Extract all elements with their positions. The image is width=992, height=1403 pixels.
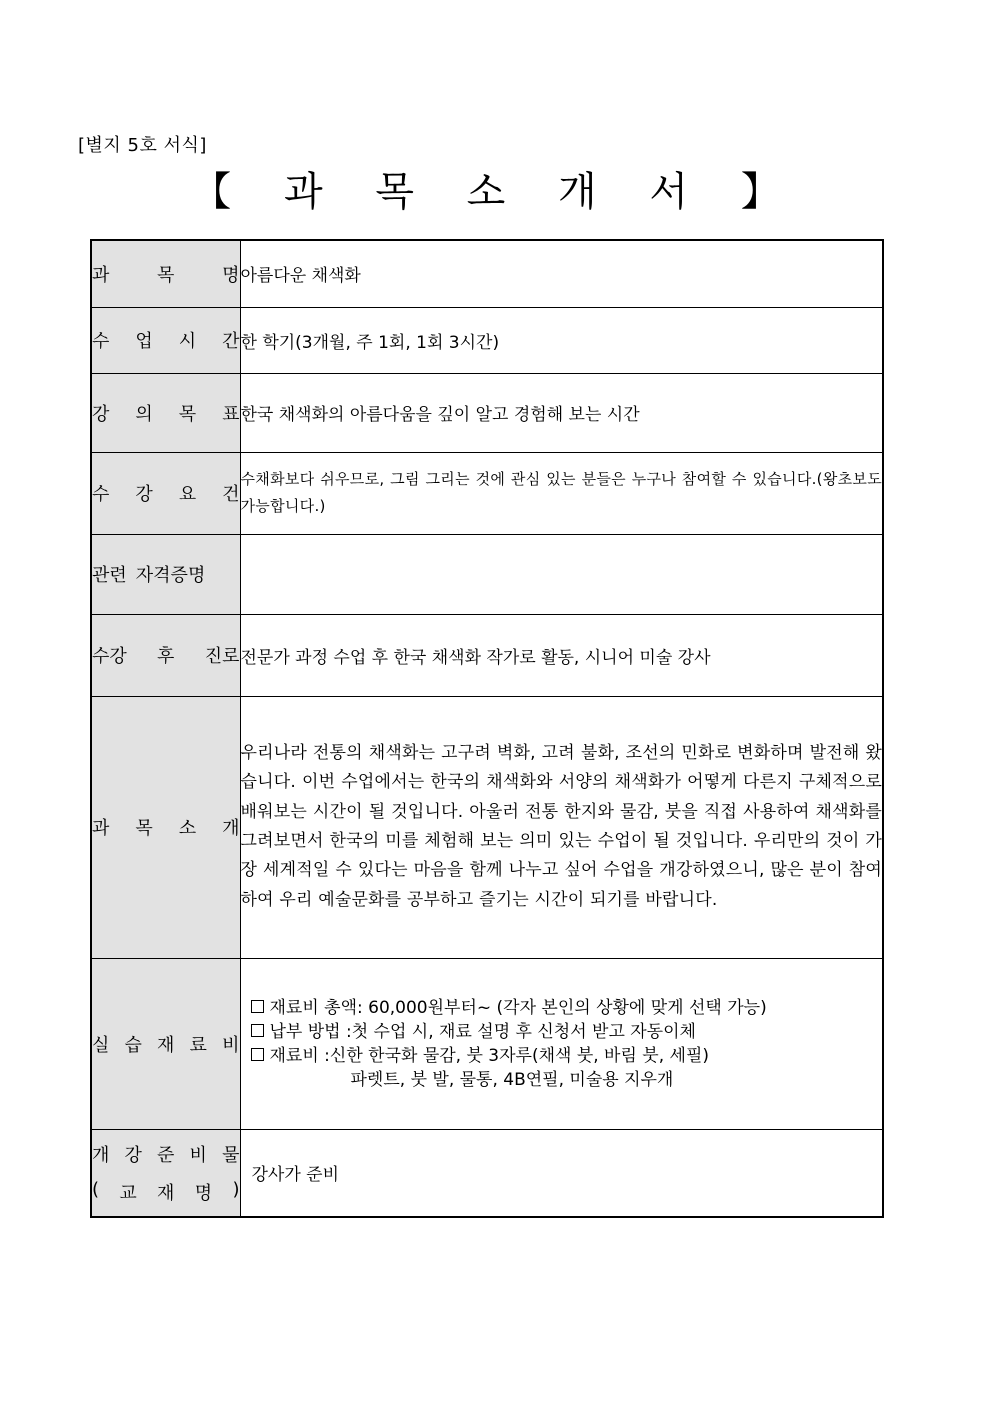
label-char: 재 xyxy=(157,1182,175,1204)
label-supplies xyxy=(91,958,240,1129)
value-requirements xyxy=(240,452,883,534)
label-char: 목 xyxy=(157,264,175,286)
value-certification xyxy=(240,534,883,614)
label-objective xyxy=(91,373,240,452)
document-title: 【 과 목 소 개 서 】 xyxy=(191,169,801,215)
label-char: 업 xyxy=(135,331,153,352)
supplies-line-text: 납부 방법 :첫 수업 시, 재료 설명 후 신청서 받고 자동이체 xyxy=(269,1021,696,1042)
label-char: 료 xyxy=(189,1034,207,1056)
label-char: 과 xyxy=(92,264,110,286)
label-char: 개 xyxy=(92,1144,110,1166)
introduction-text: 우리나라 전통의 채색화는 고구려 벽화, 고려 불화, 조선의 민화로 변화하며 발전해 왔습니다. 이번 수업에서는 한국의 채색화와 서양의 채색화가 어떻게 다른지 구체적으로 배워보는 시간이 될 것입니다. 아울러 전통 한지와 물감, 붓을 직접 사용하여 채색화를 그려보면서 한국의 미를 체험해 보는 의미 있는 수업이 될 것입니다. 우리만의 것이 가장 세계적일 수 있다는 마음을 함께 나누고 싶어 수업을 개강하였으니, 많은 분이 참여하여 우리 예술문화를 공부하고 즐기는 시간이 되기를 바랍니다. xyxy=(240,743,882,910)
row-course-name xyxy=(91,240,883,307)
label-char: 건 xyxy=(222,484,240,505)
label-career xyxy=(91,614,240,696)
supplies-line-text: 재료비 총액: 60,000원부터~ (각자 본인의 상황에 맞게 선택 가능) xyxy=(269,997,767,1018)
label-char: 표 xyxy=(222,403,240,425)
value-class-time: 한 학기(3개월, 주 1회, 1회 3시간) xyxy=(240,307,883,373)
label-char: 비 xyxy=(189,1144,207,1166)
label-char: 물 xyxy=(222,1144,240,1166)
row-objective xyxy=(91,373,883,452)
label-char: 목 xyxy=(135,818,153,839)
value-supplies xyxy=(240,958,883,1129)
label-char: 요 xyxy=(178,484,197,505)
label-char: 습 xyxy=(124,1034,142,1056)
course-introduction-table xyxy=(90,239,884,1218)
label-word: 수강 xyxy=(92,646,127,667)
label-char: 강 xyxy=(92,403,110,425)
value-introduction xyxy=(240,696,883,958)
row-certification xyxy=(91,534,883,614)
value-materials: 강사가 준비 xyxy=(240,1129,883,1217)
label-char: 의 xyxy=(135,403,153,425)
label-char: 개 xyxy=(222,818,240,839)
label-char: 준 xyxy=(157,1144,175,1166)
label-char: 수 xyxy=(92,331,110,352)
label-char: 시 xyxy=(178,331,197,352)
checkbox-icon xyxy=(251,1000,264,1013)
row-career xyxy=(91,614,883,696)
supplies-line-continued: 파렛트, 붓 발, 물통, 4B연필, 미술용 지우개 xyxy=(350,1069,674,1090)
label-char: 목 xyxy=(178,403,197,425)
requirements-text: 수채화보다 쉬우므로, 그림 그리는 것에 관심 있는 분들은 누구나 참여할 수 있습니다.(왕초보도 가능합니다.) xyxy=(240,470,882,515)
label-introduction xyxy=(91,696,240,958)
label-char: 소 xyxy=(178,818,197,839)
label-char: 강 xyxy=(124,1144,142,1166)
supplies-list xyxy=(241,996,883,1092)
label-word: 진로 xyxy=(204,646,240,667)
label-char: 간 xyxy=(222,331,240,352)
label-char: 비 xyxy=(222,1034,240,1056)
label-char: ) xyxy=(232,1178,240,1200)
label-char: 교 xyxy=(119,1182,137,1204)
supplies-line xyxy=(249,1044,883,1068)
label-char: 재 xyxy=(157,1034,175,1056)
label-course-name xyxy=(91,240,240,307)
row-materials xyxy=(91,1129,883,1217)
value-objective: 한국 채색화의 아름다움을 깊이 알고 경험해 보는 시간 xyxy=(240,373,883,452)
value-course-name: 아름다운 채색화 xyxy=(240,240,883,307)
label-certification xyxy=(91,534,240,614)
label-char: 명 xyxy=(222,264,240,286)
supplies-line-text: 재료비 :신한 한국화 물감, 붓 3자루(채색 붓, 바림 붓, 세필) xyxy=(269,1045,710,1066)
label-materials xyxy=(91,1129,240,1217)
label-class-time xyxy=(91,307,240,373)
row-class-time xyxy=(91,307,883,373)
row-requirements xyxy=(91,452,883,534)
label-char: ( xyxy=(92,1178,100,1200)
label-word: 자격증명 xyxy=(135,565,206,586)
value-career: 전문가 과정 수업 후 한국 채색화 작가로 활동, 시니어 미술 강사 xyxy=(240,614,883,696)
label-char: 강 xyxy=(135,484,153,505)
label-requirements xyxy=(91,452,240,534)
row-supplies xyxy=(91,958,883,1129)
label-char: 실 xyxy=(92,1034,110,1056)
label-char: 과 xyxy=(92,818,110,839)
label-char: 수 xyxy=(92,484,110,505)
supplies-line xyxy=(249,1020,883,1044)
label-word: 관련 xyxy=(92,565,127,586)
row-introduction xyxy=(91,696,883,958)
checkbox-icon xyxy=(251,1048,264,1061)
label-word: 후 xyxy=(157,646,175,667)
supplies-line xyxy=(249,996,883,1020)
label-char: 명 xyxy=(194,1182,213,1204)
checkbox-icon xyxy=(251,1024,264,1037)
form-number: [별지 5호 서식] xyxy=(78,135,207,156)
